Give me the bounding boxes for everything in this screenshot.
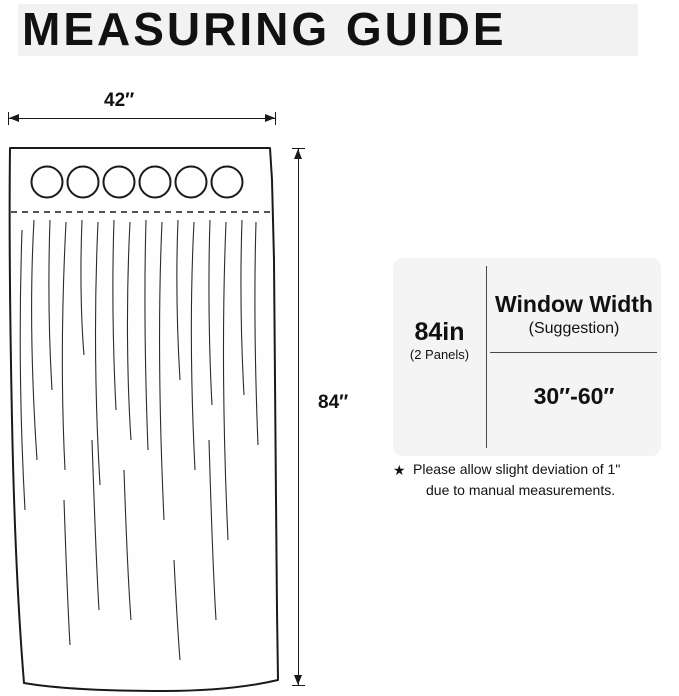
window-width-subtitle: (Suggestion) bbox=[528, 320, 620, 337]
note-line-2: due to manual measurements. bbox=[426, 482, 616, 498]
arrow-right-icon bbox=[265, 114, 275, 122]
panel-count-value: (2 Panels) bbox=[409, 347, 470, 362]
panel-size-cell bbox=[393, 318, 486, 364]
width-dimension-arrow bbox=[8, 112, 276, 126]
window-width-title: Window Width bbox=[495, 291, 653, 317]
page-header bbox=[0, 0, 679, 62]
measurement-info-card bbox=[393, 258, 661, 456]
width-dimension-line bbox=[8, 118, 276, 119]
note-line-1: Please allow slight deviation of 1" bbox=[413, 461, 621, 477]
window-width-range: 30″-60″ bbox=[533, 383, 615, 409]
arrow-down-icon bbox=[294, 675, 302, 685]
width-dimension-label: 42″ bbox=[104, 90, 135, 111]
height-dimension-arrow bbox=[292, 148, 306, 686]
window-width-header-cell bbox=[488, 290, 660, 340]
table-horizontal-divider bbox=[490, 352, 657, 353]
page-title: MEASURING GUIDE bbox=[22, 3, 507, 55]
arrow-up-icon bbox=[294, 149, 302, 159]
height-dimension-cap-bottom bbox=[292, 685, 305, 686]
height-dimension-line bbox=[298, 148, 299, 686]
table-vertical-divider bbox=[486, 266, 487, 448]
height-dimension-label: 84″ bbox=[318, 392, 349, 413]
curtain-illustration bbox=[4, 140, 289, 692]
arrow-left-icon bbox=[9, 114, 19, 122]
star-icon: ★ bbox=[393, 462, 406, 478]
panel-size-value: 84in bbox=[414, 318, 465, 346]
width-dimension-cap-right bbox=[275, 112, 276, 125]
